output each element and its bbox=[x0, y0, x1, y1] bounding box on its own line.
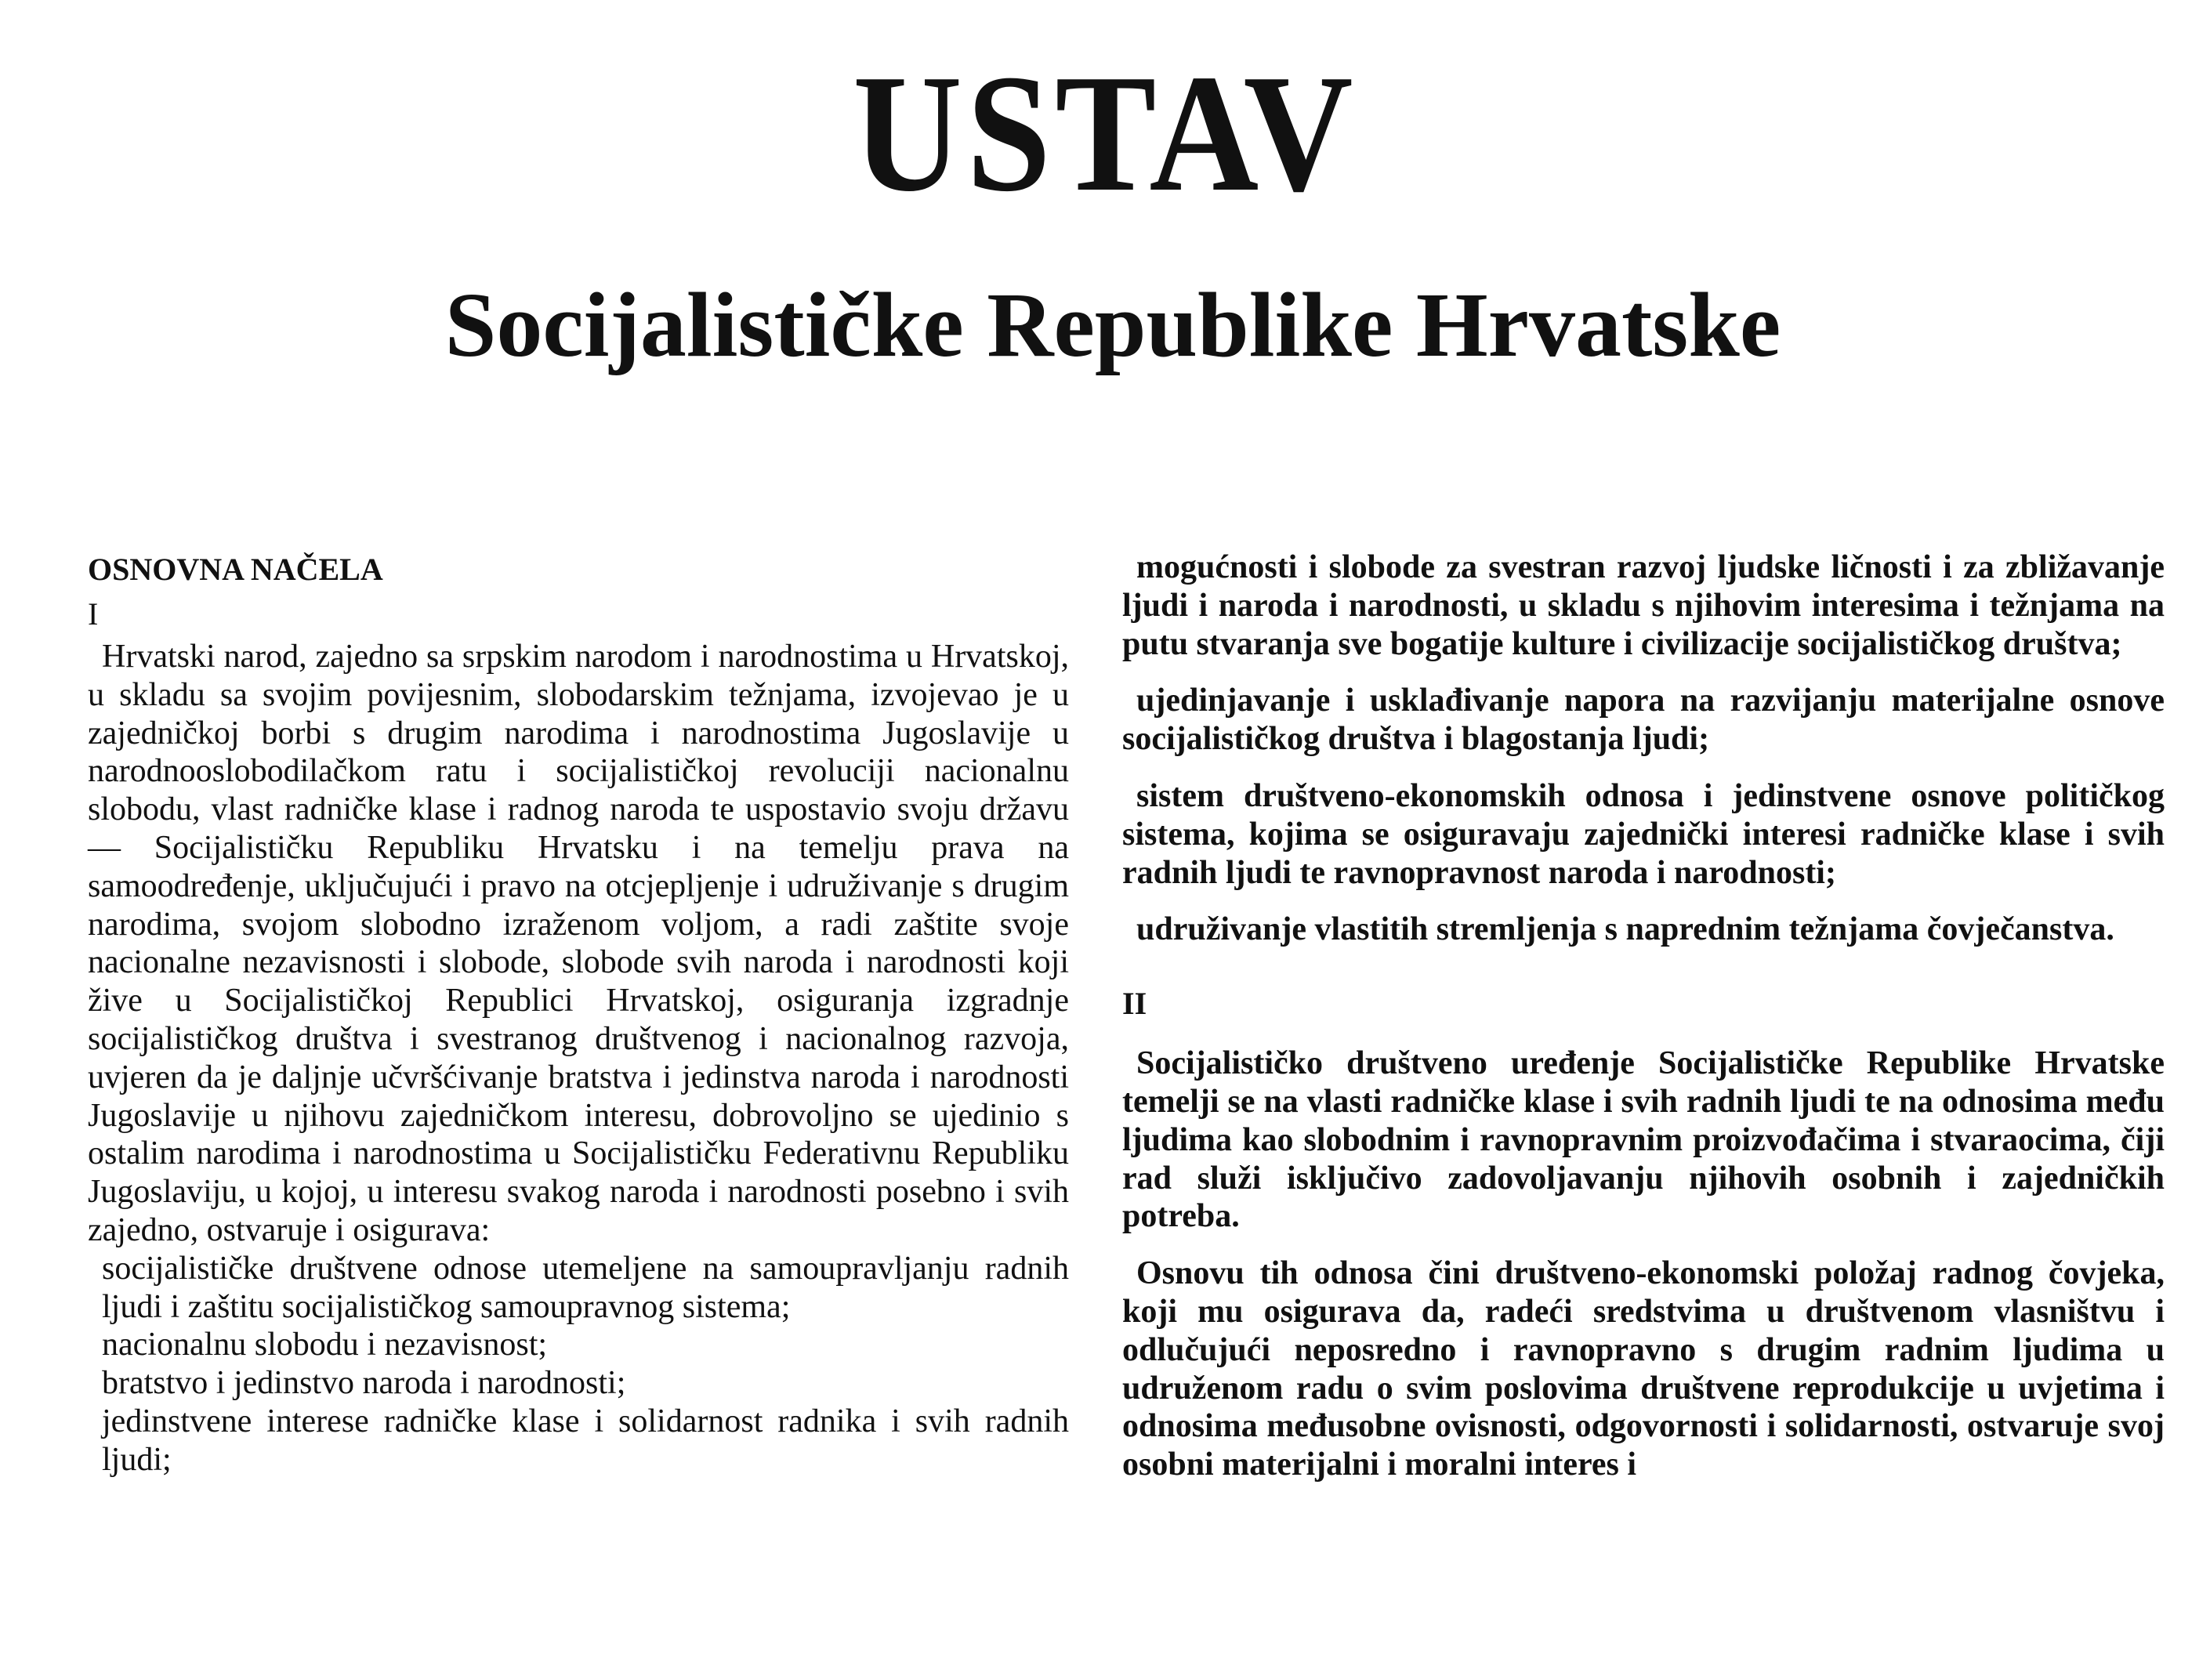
paragraph: Osnovu tih odnosa čini društveno-ekonomski položaj radnog čovjeka, koji mu osigurava da, radeći sredstvima u društvenom vlasništvu i odlučujući neposredno i ravnopravno s drugim radnim ljudima u udruženom radu o svim poslovima društvene reprodukcije u uvjetima i odnosima međusobne ovisnosti, odgovornosti i solidarnosti, ostvaruje svoj osobni materijalni i moralni interes i bbox=[1122, 1255, 2165, 1483]
continuation-paragraph: mogućnosti i slobode za svestran razvoj ljudske ličnosti i za zbližavanje ljudi i naroda i narodnosti, u skladu s njihovim interesima i težnjama na putu stvaranja sve bogatije kulture i civilizacije socijalističkog društva; bbox=[1122, 549, 2165, 662]
paragraph: Socijalističko društveno uređenje Socijalističke Republike Hrvatske temelji se na vlasti radničke klase i svih radnih ljudi te na odnosima među ljudima kao slobodnim i ravnopravnim proizvođačima i stvaraocima, čiji rad služi isključivo zadovoljavanju njihovih osobnih i zajedničkih potreba. bbox=[1122, 1045, 2165, 1235]
list-item: nacionalnu slobodu i nezavisnost; bbox=[102, 1327, 548, 1363]
intro-paragraph: Hrvatski narod, zajedno sa srpskim narodom i narodnostima u Hrvatskoj, u skladu sa svojim povijesnim, slobodarskim težnjama, izvojevao je u zajedničkoj borbi s drugim narodima i narodnostima Jugoslavije u narodnooslobodilačkom ratu i socijalističkoj revoluciji nacionalnu slobodu, vlast radničke klase i radnog naroda te uspostavio svoju državu — Socijalističku Republiku Hrvatsku i na temelju prava na samoodređenje, uključujući i pravo na otcjepljenje i udruživanje s drugim narodima, svojom slobodno izraženom voljom, a radi zaštite svoje nacionalne nezavisnosti i slobode, slobode svih naroda i narodnosti koji žive u Socijalističkoj Republici Hrvatskoj, osiguranja izgradnje socijalističkog društva i svestranog društvenog i nacionalnog razvoja, uvjeren da je daljnje učvršćivanje bratstva i jedinstva naroda i narodnosti Jugoslavije u njihovu zajedničkom interesu, dobrovoljno se ujedinio s ostalim narodima i narodnostima u Socijalističku Federativnu Republiku Jugoslaviju, u kojoj, u interesu svakog naroda i narodnosti posebno i svih zajedno, ostvaruje i osigurava: bbox=[88, 639, 1069, 1248]
document-subtitle: Socijalističke Republike Hrvatske bbox=[444, 273, 1781, 376]
list-item: jedinstvene interese radničke klase i solidarnost radnika i svih radnih ljudi; bbox=[102, 1403, 1069, 1478]
article-number-1: I bbox=[88, 596, 99, 632]
document-title: USTAV bbox=[853, 39, 1357, 226]
list-item: sistem društveno-ekonomskih odnosa i jedinstvene osnove političkog sistema, kojima se osiguravaju zajednički interesi radničke klase i svih radnih ljudi te ravnopravnost naroda i narodnosti; bbox=[1122, 777, 2165, 891]
list-item: ujedinjavanje i usklađivanje napora na razvijanju materijalne osnove socijalističkog društva i blagostanja ljudi; bbox=[1122, 682, 2165, 758]
section-heading: OSNOVNA NAČELA bbox=[88, 552, 383, 587]
list-item: udruživanje vlastitih stremljenja s naprednim težnjama čovječanstva. bbox=[1136, 911, 2114, 948]
right-column bbox=[1122, 549, 2165, 1484]
article-number-2: II bbox=[1122, 986, 1147, 1022]
left-column bbox=[88, 549, 1069, 1479]
list-item: bratstvo i jedinstvo naroda i narodnosti; bbox=[102, 1365, 626, 1402]
list-item: socijalističke društvene odnose utemeljene na samoupravljanju radnih ljudi i zaštitu socijalističkog samoupravnog sistema; bbox=[102, 1250, 1069, 1325]
